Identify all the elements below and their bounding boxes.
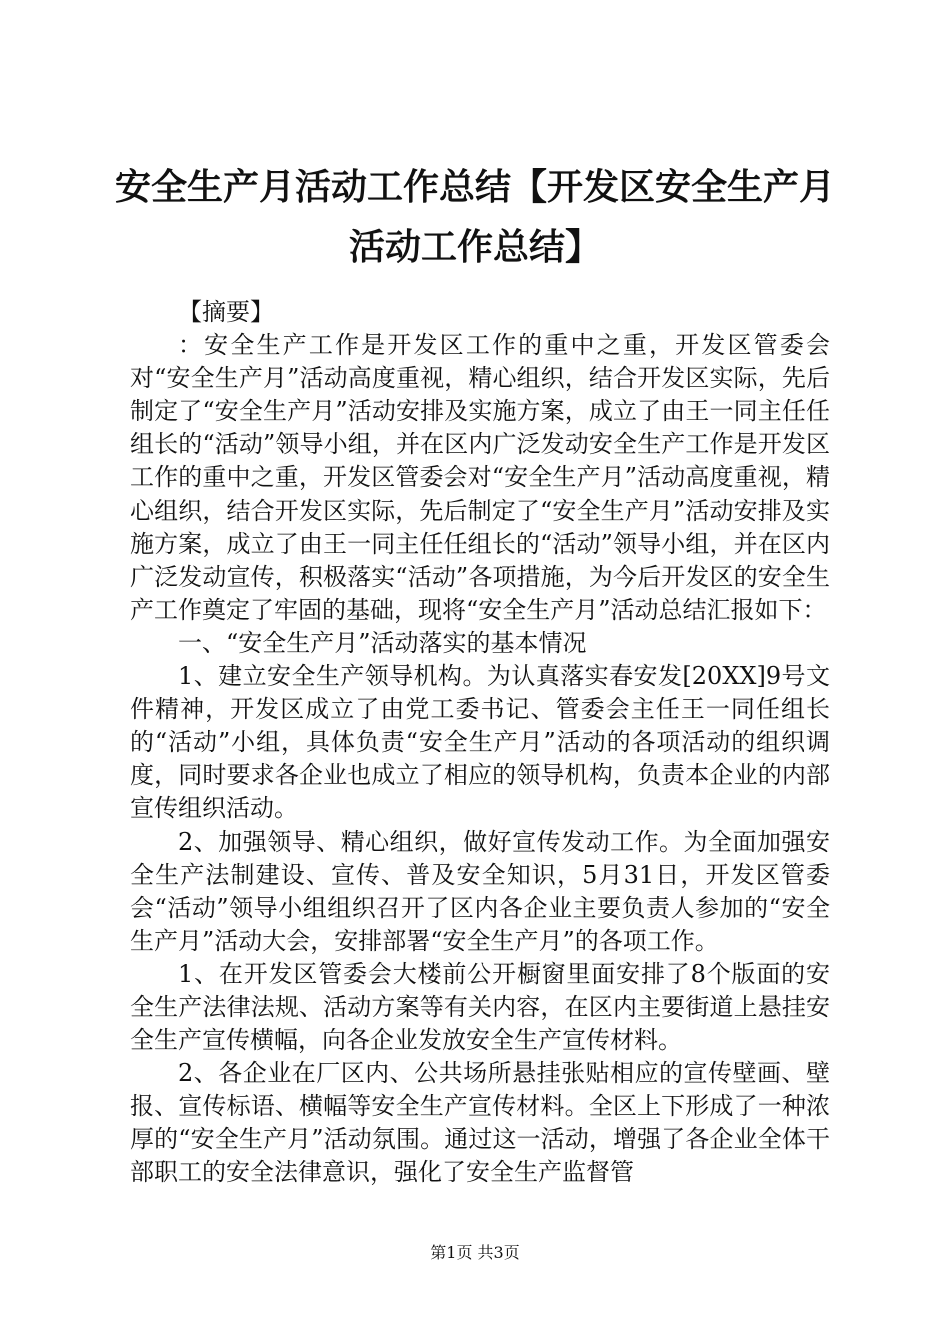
page-footer: 第1页 共3页 (430, 1243, 520, 1262)
body-paragraph: 2、各企业在厂区内、公共场所悬挂张贴相应的宣传壁画、壁报、宣传标语、横幅等安全生产宣传材料。全区上下形成了一种浓厚的“安全生产月”活动氛围。通过这一活动，增强了各企业全体干部职工的安全法律意识，强化了安全生产监督管 (130, 1059, 830, 1187)
body-paragraph: 2、加强领导、精心组织，做好宣传发动工作。为全面加强安全生产法制建设、宣传、普及安全知识，5月31日，开发区管委会“活动”领导小组组织召开了区内各企业主要负责人参加的“安全生产月”活动大会，安排部署“安全生产月”的各项工作。 (130, 827, 830, 955)
body-paragraph: 1、在开发区管委会大楼前公开橱窗里面安排了8个版面的安全生产法律法规、活动方案等有关内容，在区内主要街道上悬挂安全生产宣传横幅，向各企业发放安全生产宣传材料。 (130, 959, 830, 1055)
body-paragraph: 1、建立安全生产领导机构。为认真落实春安发[20XX]9号文件精神，开发区成立了由党工委书记、管委会主任王一同任组长的“活动”小组，具体负责“安全生产月”活动的各项活动的组织调度，同时要求各企业也成立了相应的领导机构，负责本企业的内部宣传组织活动。 (130, 662, 830, 823)
document-title: 安全生产月活动工作总结【开发区安全生产月活动工作总结】 (114, 167, 835, 268)
document-body (130, 296, 830, 1190)
abstract-heading: 【摘要】 (178, 298, 274, 326)
abstract-paragraph: ：安全生产工作是开发区工作的重中之重，开发区管委会对“安全生产月”活动高度重视，精心组织，结合开发区实际，先后制定了“安全生产月”活动安排及实施方案，成立了由王一同主任任组长的“活动”领导小组，并在区内广泛发动安全生产工作是开发区工作的重中之重，开发区管委会对“安全生产月”活动高度重视，精心组织，结合开发区实际，先后制定了“安全生产月”活动安排及实施方案，成立了由王一同主任任组长的“活动”领导小组，并在区内广泛发动宣传，积极落实“活动”各项措施，为今后开发区的安全生产工作奠定了牢固的基础，现将“安全生产月”活动总结汇报如下： (130, 331, 830, 624)
section-heading: 一、“安全生产月”活动落实的基本情况 (178, 628, 587, 657)
